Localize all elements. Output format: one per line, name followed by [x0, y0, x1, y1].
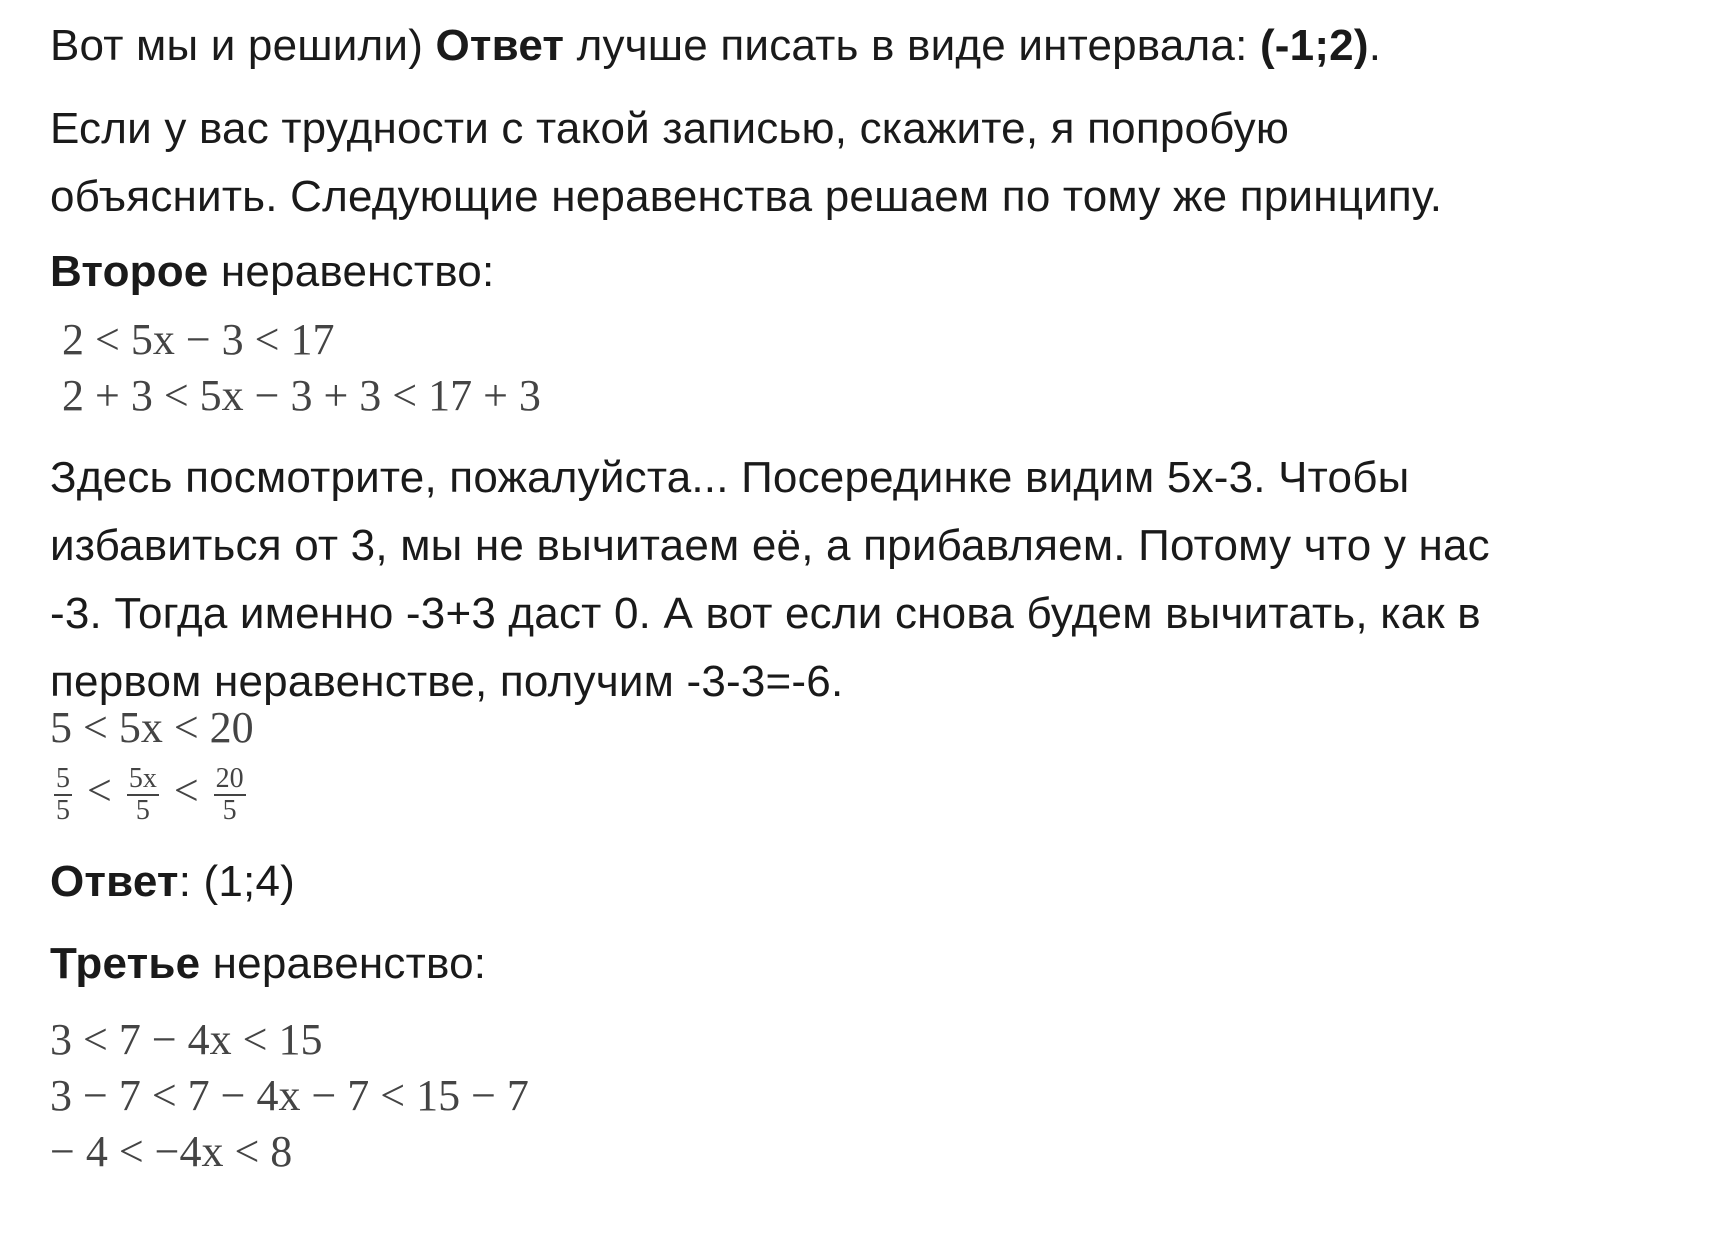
less-than: <	[87, 766, 112, 815]
bold-second: Второе	[50, 247, 209, 296]
less-than: <	[173, 766, 199, 815]
answer-second	[50, 848, 295, 916]
text: : (1;4)	[178, 857, 296, 906]
bold-third: Третье	[50, 939, 201, 988]
text: Вот мы и решили)	[50, 21, 436, 70]
bold-interval: (-1;2)	[1259, 21, 1369, 70]
paragraph-answer-interval	[50, 12, 1381, 80]
third-inequality-heading	[50, 930, 486, 998]
text: лучше писать в виде интервала:	[564, 21, 1260, 70]
bold-answer: Ответ	[435, 21, 565, 70]
fraction: $\frac{5x}{5}$	[128, 762, 157, 826]
paragraph-explain	[50, 95, 1442, 231]
math-line: 5 < 5x < 20	[50, 703, 254, 752]
text: неравенство:	[208, 247, 495, 296]
math-line: 2 < 5x − 3 < 17	[62, 315, 335, 364]
line: Здесь посмотрите, пожалуйста... Посерединке видим 5х-3. Чтобы	[50, 453, 1410, 502]
math-line: 3 < 7 − 4x < 15	[50, 1015, 323, 1064]
paragraph-middle-explanation	[50, 444, 1490, 716]
second-inequality-heading	[50, 238, 494, 306]
text: .	[1368, 21, 1382, 70]
line: избавиться от 3, мы не вычитаем её, а прибавляем. Потому что у нас	[50, 521, 1490, 570]
math-fraction-line	[50, 756, 254, 826]
line: -3. Тогда именно -3+3 даст 0. А вот если снова будем вычитать, как в	[50, 589, 1481, 638]
math-line: − 4 < −4x < 8	[50, 1127, 293, 1176]
second-inequality-math-continued	[50, 700, 254, 826]
line: Если у вас трудности с такой записью, скажите, я попробую	[50, 104, 1290, 153]
line: объяснить. Следующие неравенства решаем по тому же принципу.	[50, 172, 1443, 221]
fraction: $\frac{20}{5}$	[215, 762, 244, 826]
fraction: $\frac{5}{5}$	[56, 762, 70, 826]
bold-answer: Ответ	[50, 857, 179, 906]
line: первом неравенстве, получим -3-3=-6.	[50, 657, 844, 706]
math-line: 2 + 3 < 5x − 3 + 3 < 17 + 3	[62, 371, 541, 420]
math-line: 3 − 7 < 7 − 4x − 7 < 15 − 7	[50, 1071, 529, 1120]
text: неравенство:	[200, 939, 487, 988]
second-inequality-math	[62, 312, 541, 424]
third-inequality-math	[50, 1012, 529, 1180]
